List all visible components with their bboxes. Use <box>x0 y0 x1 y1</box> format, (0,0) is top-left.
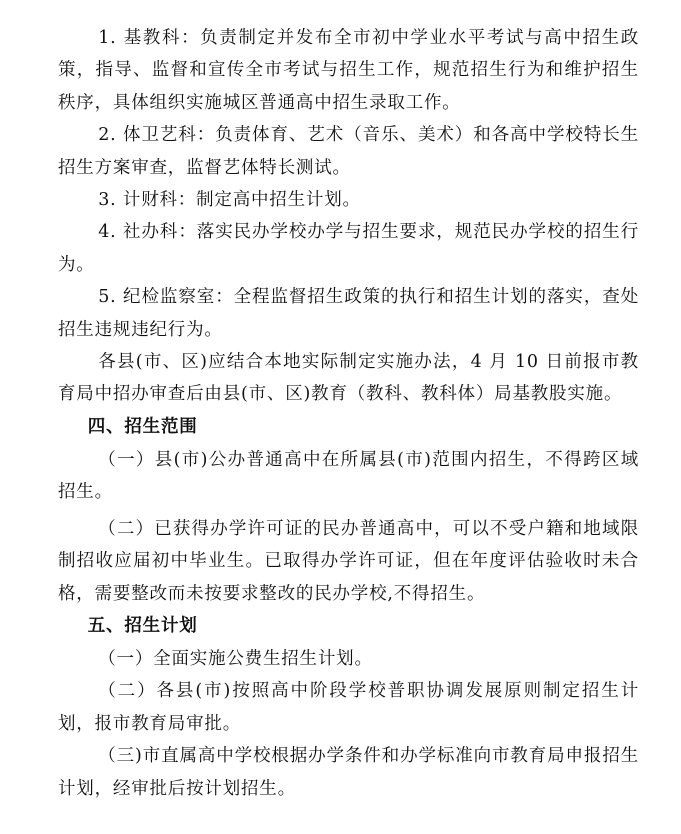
paragraph-county-implementation: 各县(市、区)应结合本地实际制定实施办法，4 月 10 日前报市教育局中招办审查后由县(市、区)教育（教科、教科体）局基教股实施。 <box>58 352 639 405</box>
paragraph-shebanke: 4. 社办科：落实民办学校办学与招生要求，规范民办学校的招生行为。 <box>58 222 639 275</box>
paragraph-plan-public-funded: （一）全面实施公费生招生计划。 <box>98 648 373 669</box>
paragraph-jijianjianchashi: 5. 纪检监察室：全程监督招生政策的执行和招生计划的落实，查处招生违规违纪行为。 <box>58 287 639 340</box>
paragraph-plan-city-schools: （三)市直属高中学校根据办学条件和办学标准向市教育局申报招生计划，经审批后按计划招生。 <box>58 746 639 799</box>
paragraph-plan-county: （二）各县(市)按照高中阶段学校普职协调发展原则制定招生计划，报市教育局审批。 <box>58 681 639 734</box>
paragraph-scope-public: （一）县(市)公办普通高中在所属县(市)范围内招生，不得跨区域招生。 <box>58 449 639 503</box>
section-heading-enrollment-scope: 四、招生范围 <box>87 416 198 437</box>
paragraph-scope-private: （二）已获得办学许可证的民办普通高中，可以不受户籍和地域限制招收应届初中毕业生。已取得办学许可证，但在年度评估验收时未合格，需要整改而未按要求整改的民办学校,不得招生。 <box>58 518 639 604</box>
paragraph-jicaike: 3. 计财科：制定高中招生计划。 <box>98 190 361 211</box>
section-heading-enrollment-plan: 五、招生计划 <box>87 615 198 636</box>
paragraph-tiweiyike: 2. 体卫艺科：负责体育、艺术（音乐、美术）和各高中学校特长生招生方案审查，监督艺体特长测试。 <box>58 125 639 178</box>
paragraph-jijiaoke: 1. 基教科：负责制定并发布全市初中学业水平考试与高中招生政策，指导、监督和宣传全市考试与招生工作，规范招生行为和维护招生秩序，具体组织实施城区普通高中招生录取工作。 <box>58 28 639 113</box>
